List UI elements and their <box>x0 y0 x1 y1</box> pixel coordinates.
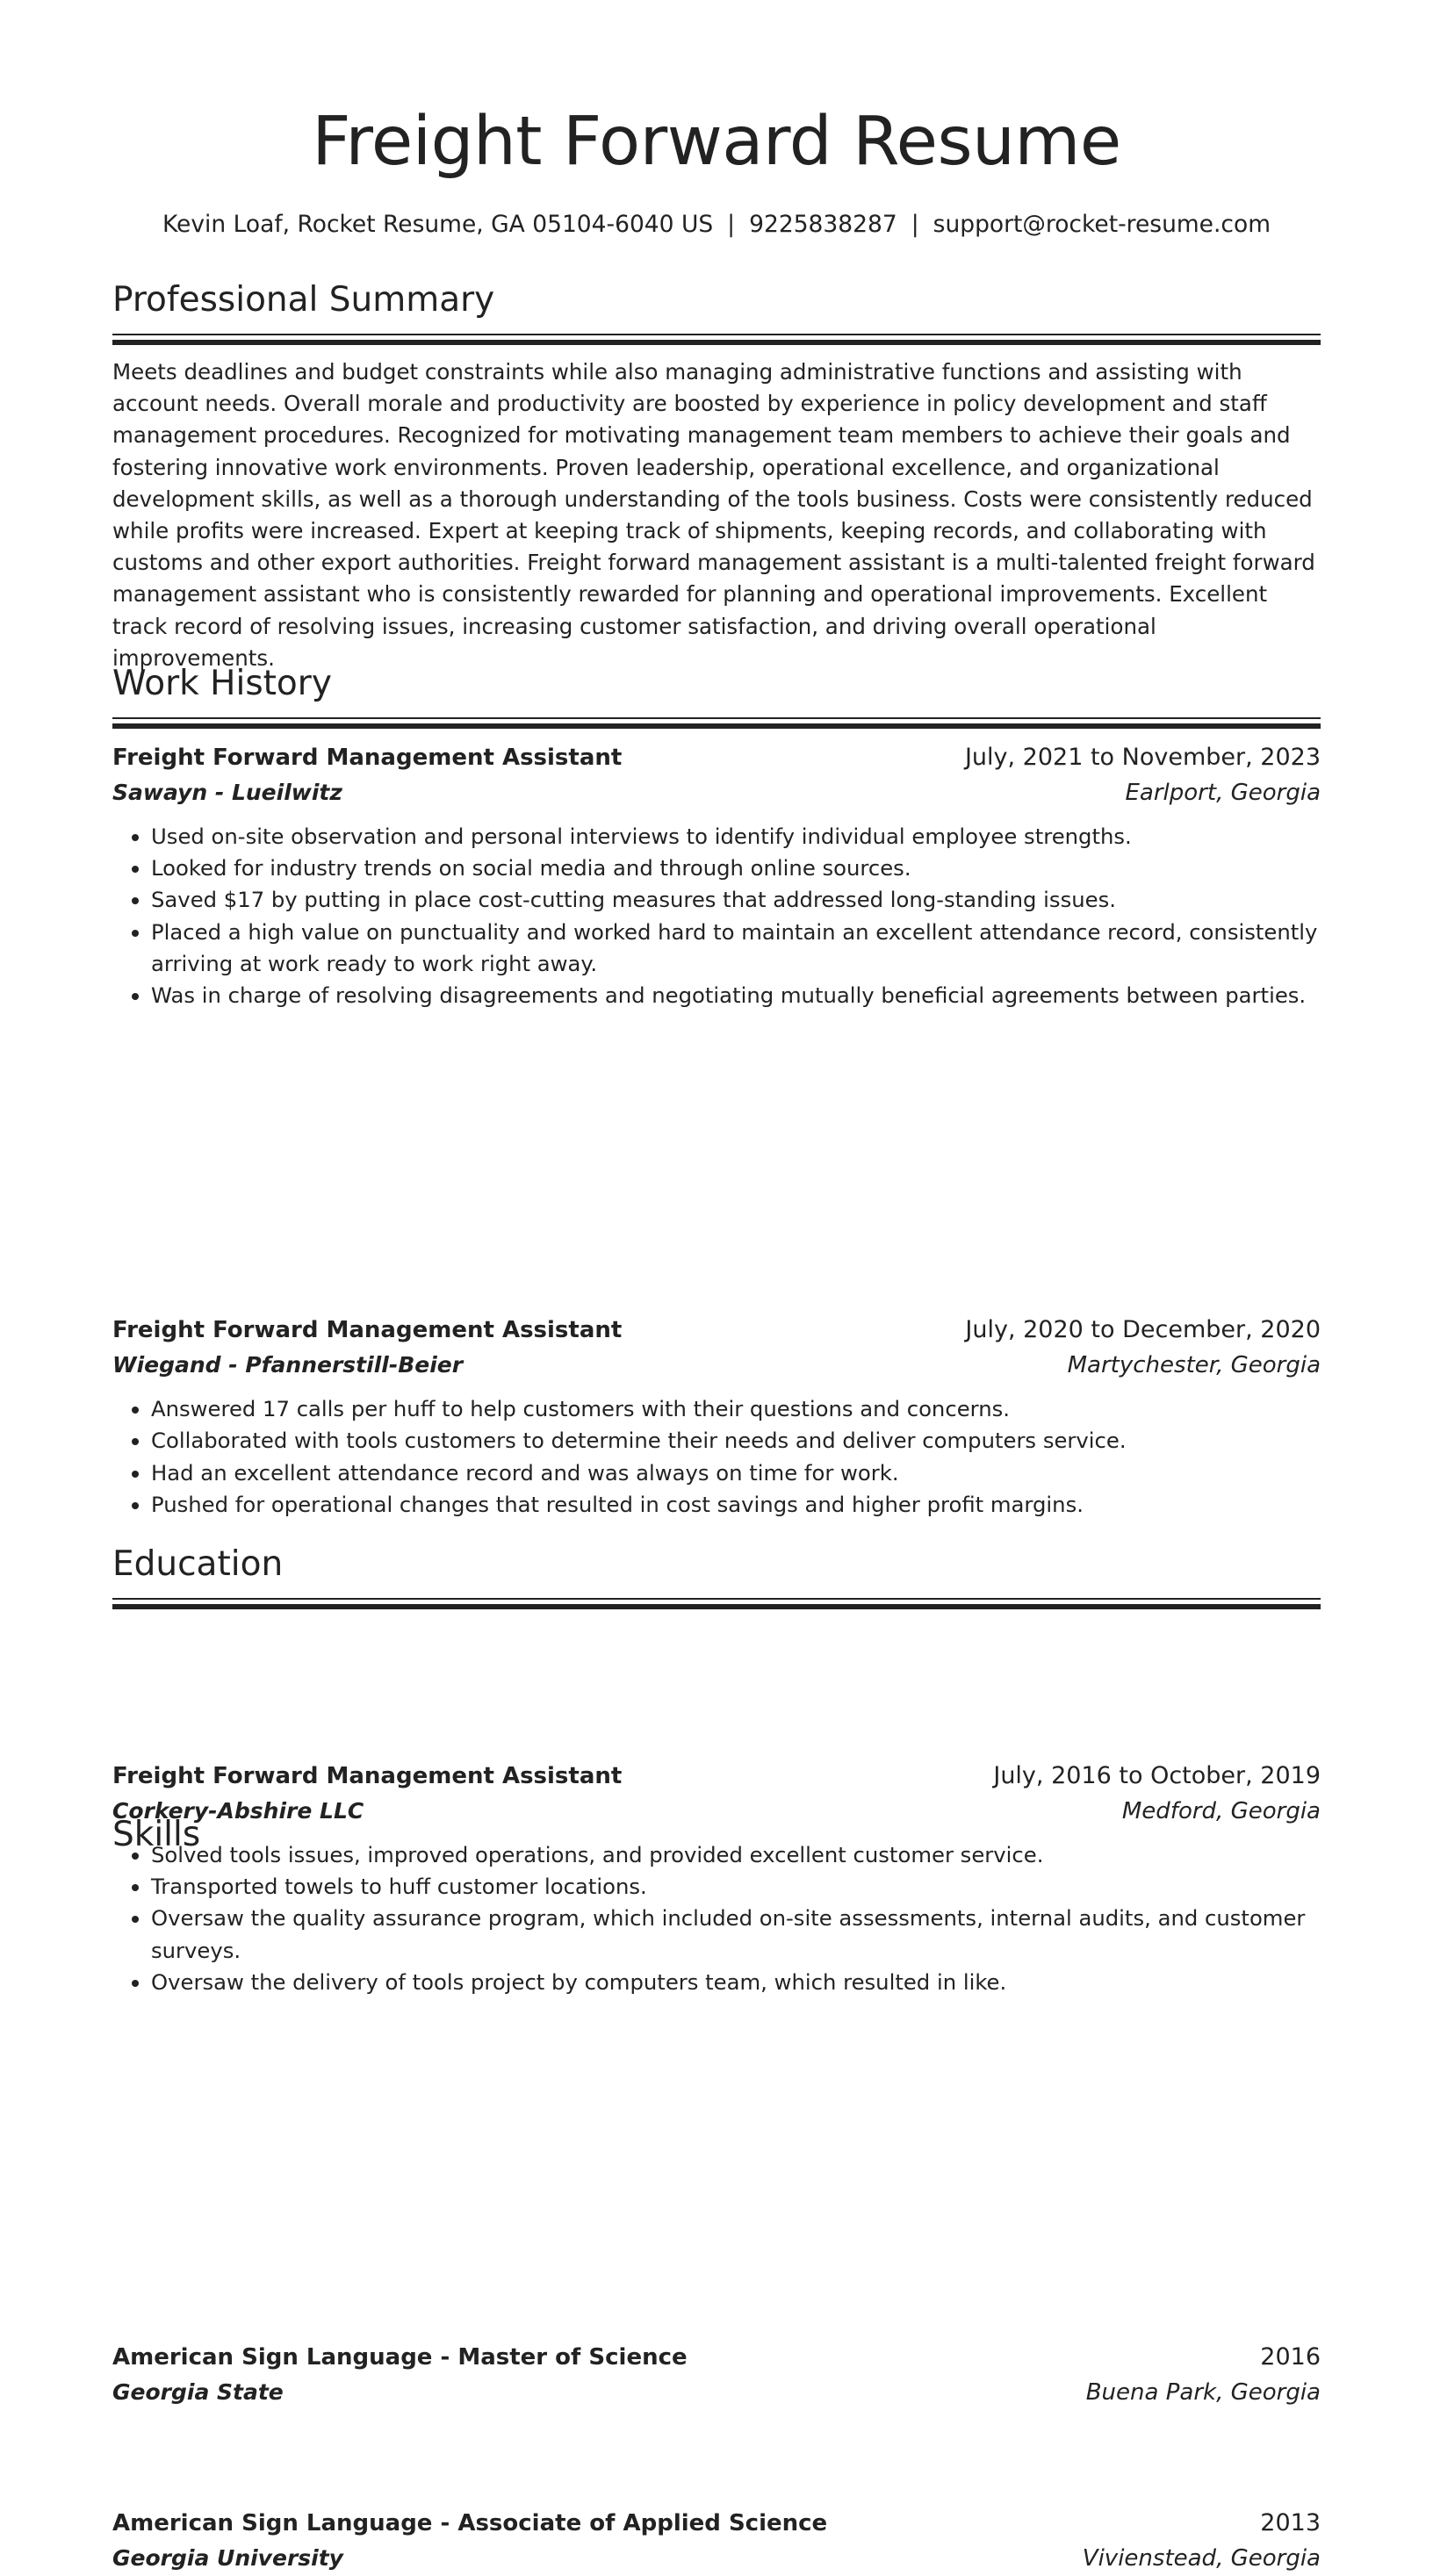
job-bullet: • Oversaw the delivery of tools project by computers team, which resulted in like. <box>151 1967 1321 1998</box>
job-bullet-list <box>112 1839 1321 1998</box>
job-title: Freight Forward Management Assistant <box>112 745 623 771</box>
job-dates: July, 2016 to October, 2019 <box>993 1762 1321 1790</box>
contact-phone: 9225838287 <box>749 211 897 238</box>
job-location: Earlport, Georgia <box>1125 780 1321 806</box>
job-company: Sawayn - Lueilwitz <box>112 780 342 805</box>
resume-content <box>112 0 1321 2572</box>
education-school: Georgia State <box>112 2379 284 2406</box>
education-location: Vivienstead, Georgia <box>1082 2545 1321 2572</box>
job-bullet-list <box>112 821 1321 1011</box>
job-bullet: • Placed a high value on punctuality and worked hard to maintain an excellent attendance record, consistently arriving at work ready to work right away. <box>151 917 1321 980</box>
job-dates: July, 2021 to November, 2023 <box>964 744 1321 771</box>
contact-email[interactable]: support@rocket-resume.com <box>933 211 1271 238</box>
job-bullet: • Looked for industry trends on social media and through online sources. <box>151 853 1321 884</box>
education-heading: Education <box>112 1544 284 1584</box>
contact-separator: | <box>727 211 736 238</box>
job-bullet: • Transported towels to huff customer locations. <box>151 1871 1321 1903</box>
job-company: Corkery-Abshire LLC <box>112 1798 364 1824</box>
summary-heading: Professional Summary <box>112 280 495 320</box>
job-entry <box>112 740 1321 1011</box>
job-bullet: • Oversaw the quality assurance program, which included on-site assessments, internal audits, and customer surveys. <box>151 1903 1321 1966</box>
education-year: 2013 <box>1260 2509 1321 2537</box>
job-entry <box>112 1313 1321 1521</box>
job-dates: July, 2020 to December, 2020 <box>965 1316 1321 1344</box>
job-bullet: • Answered 17 calls per huff to help customers with their questions and concerns. <box>151 1393 1321 1425</box>
education-section <box>112 1543 1321 1610</box>
education-degree: American Sign Language - Associate of Applied Science <box>112 2510 828 2537</box>
skills-heading: Skills <box>112 1815 201 1854</box>
job-title: Freight Forward Management Assistant <box>112 1763 623 1790</box>
education-location: Buena Park, Georgia <box>1085 2379 1321 2407</box>
section-divider <box>112 1598 1321 1610</box>
education-entry <box>112 2340 1321 2410</box>
education-entry <box>112 2506 1321 2576</box>
summary-text: Meets deadlines and budget constraints while also managing administrative functions and assisting with account needs. Overall morale and productivity are boosted by experience in policy development and staff management procedures. Recognized for motivating management team members to achieve their goals and fostering innovative work environments. Proven leadership, operational excellence, and organizational development skills, as well as a thorough understanding of the tools business. Costs were consistently reduced while profits were increased. Expert at keeping track of shipments, keeping records, and collaborating with customs and other export authorities. Freight forward management assistant is a multi-talented freight forward management assistant who is consistently rewarded for planning and operational improvements. Excellent track record of resolving issues, increasing customer satisfaction, and driving overall operational improvements. <box>112 359 1315 671</box>
job-company: Wiegand - Pfannerstill-Beier <box>112 1352 464 1378</box>
job-bullet: • Solved tools issues, improved operations, and provided excellent customer service. <box>151 1839 1321 1871</box>
resume-title: Freight Forward Resume <box>312 103 1121 181</box>
contact-address: Kevin Loaf, Rocket Resume, GA 05104-6040 US <box>162 211 714 238</box>
section-divider <box>112 717 1321 730</box>
job-entry <box>112 1759 1321 1998</box>
education-year: 2016 <box>1260 2343 1321 2371</box>
summary-section <box>112 279 1321 674</box>
education-degree: American Sign Language - Master of Science <box>112 2344 688 2371</box>
job-title: Freight Forward Management Assistant <box>112 1317 623 1344</box>
job-bullet: • Used on-site observation and personal interviews to identify individual employee strengths. <box>151 821 1321 853</box>
job-location: Martychester, Georgia <box>1067 1352 1321 1379</box>
education-school: Georgia University <box>112 2545 343 2572</box>
section-divider <box>112 334 1321 346</box>
contact-line <box>112 211 1321 239</box>
work-history-heading: Work History <box>112 664 332 703</box>
job-bullet: • Had an excellent attendance record and was always on time for work. <box>151 1457 1321 1489</box>
job-bullet: • Was in charge of resolving disagreements and negotiating mutually beneficial agreements between parties. <box>151 980 1321 1011</box>
skills-section <box>112 1814 1321 1856</box>
job-bullet: • Saved $17 by putting in place cost-cutting measures that addressed long-standing issues. <box>151 884 1321 916</box>
job-bullet: • Pushed for operational changes that resulted in cost savings and higher profit margins. <box>151 1489 1321 1521</box>
job-bullet: • Collaborated with tools customers to determine their needs and deliver computers service. <box>151 1425 1321 1457</box>
work-history-section <box>112 663 1321 730</box>
contact-separator: | <box>911 211 919 238</box>
job-location: Medford, Georgia <box>1121 1798 1321 1825</box>
job-bullet-list <box>112 1393 1321 1521</box>
